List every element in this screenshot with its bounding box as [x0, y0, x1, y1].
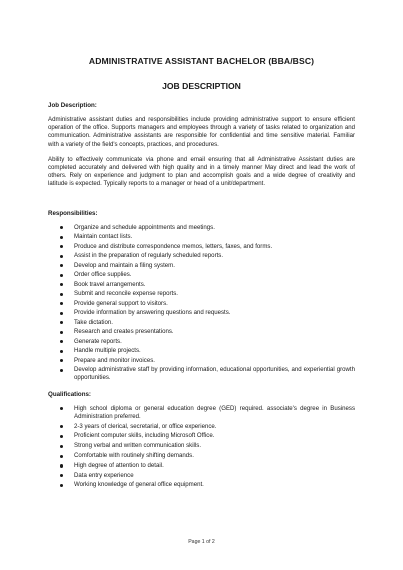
list-item-text: Strong verbal and written communication skills.: [74, 442, 202, 450]
list-item-text: Produce and distribute correspondence memos, letters, faxes, and forms.: [74, 242, 273, 250]
list-item: [48, 481, 355, 489]
list-item-text: Working knowledge of general office equipment.: [74, 481, 204, 489]
bullet-icon: [60, 274, 63, 277]
list-item: [48, 338, 355, 346]
list-item-text: Handle multiple projects.: [74, 347, 141, 355]
bullet-icon: [60, 445, 63, 448]
list-item: [48, 405, 355, 421]
bullet-icon: [60, 359, 63, 362]
list-item-text: Book travel arrangements.: [74, 280, 146, 288]
bullet-icon: [60, 425, 63, 428]
list-item-text: Prepare and monitor invoices.: [74, 356, 155, 364]
list-item: [48, 243, 355, 251]
list-item: [48, 462, 355, 470]
list-item-text: 2-3 years of clerical, secretarial, or office experience.: [74, 422, 217, 430]
responsibilities-list: [48, 224, 355, 383]
list-item: [48, 452, 355, 460]
bullet-icon: [60, 245, 63, 248]
document-subtitle: JOB DESCRIPTION: [162, 81, 241, 91]
list-item-text: Data entry experience: [74, 471, 134, 479]
list-item-text: Develop administrative staff by providing information, educational opportunities, and experiential growth opportunities.: [74, 366, 355, 382]
list-item: [48, 271, 355, 279]
bullet-icon: [60, 236, 63, 239]
list-item: [48, 328, 355, 336]
list-item-text: Organize and schedule appointments and meetings.: [74, 223, 215, 231]
list-item-text: Provide information by answering questions and requests.: [74, 309, 231, 317]
list-item: [48, 290, 355, 298]
list-item: [48, 432, 355, 440]
list-item: [48, 357, 355, 365]
bullet-icon: [60, 264, 63, 267]
job-description-heading: Job Description:: [48, 102, 97, 109]
list-item: [48, 442, 355, 450]
responsibilities-heading: Responsibilities:: [48, 209, 98, 217]
list-item: [48, 319, 355, 327]
bullet-icon: [60, 484, 63, 487]
bullet-icon: [60, 407, 63, 410]
list-item: [48, 309, 355, 317]
list-item-text: Develop and maintain a filing system.: [74, 261, 175, 269]
list-item: [48, 252, 355, 260]
bullet-icon: [60, 283, 63, 286]
job-description-paragraph: Ability to effectively communicate via phone and email ensuring that all Administrative Assistant duties are completed accurately and delivered with high quality and in a timely manner May direct and lead the work of others. Rely on experience and judgment to plan and accomplish goals and a wide degree of creativity and latitude is expected. Typically reports to a manager or head of a unit/department.: [48, 155, 355, 188]
qualifications-list: [48, 405, 355, 490]
bullet-icon: [60, 321, 63, 324]
document-title: ADMINISTRATIVE ASSISTANT BACHELOR (BBA/BSC): [88, 56, 315, 66]
list-item-text: Submit and reconcile expense reports.: [74, 290, 178, 298]
list-item-text: Provide general support to visitors.: [74, 299, 168, 307]
list-item: [48, 262, 355, 270]
list-item-text: Proficient computer skills, including Microsoft Office.: [74, 432, 215, 440]
bullet-icon: [60, 293, 63, 296]
bullet-icon: [60, 340, 63, 343]
list-item: [48, 233, 355, 241]
list-item: [48, 423, 355, 431]
list-item-text: Generate reports.: [74, 337, 122, 345]
list-item-text: Assist in the preparation of regularly scheduled reports.: [74, 252, 224, 260]
list-item-text: High degree of attention to detail.: [74, 461, 164, 469]
list-item-text: Order office supplies.: [74, 271, 132, 279]
list-item: [48, 366, 355, 382]
bullet-icon: [60, 455, 63, 458]
list-item: [48, 300, 355, 308]
list-item-text: Comfortable with routinely shifting demands.: [74, 451, 194, 459]
bullet-icon: [60, 474, 63, 477]
bullet-icon: [60, 350, 63, 353]
list-item-text: Maintain contact lists.: [74, 233, 133, 241]
bullet-icon: [60, 255, 63, 258]
page-number-footer: Page 1 of 2: [188, 539, 215, 545]
list-item: [48, 281, 355, 289]
qualifications-heading: Qualifications:: [48, 390, 91, 398]
bullet-icon: [60, 435, 63, 438]
bullet-icon: [60, 226, 63, 229]
bullet-icon: [60, 331, 63, 334]
list-item-text: Research and creates presentations.: [74, 328, 174, 336]
list-item-text: High school diploma or general education degree (GED) required. associate's degree in Business Administration preferred.: [74, 404, 355, 420]
list-item-text: Take dictation.: [74, 318, 113, 326]
bullet-icon: [60, 302, 63, 305]
list-item: [48, 472, 355, 480]
list-item: [48, 347, 355, 355]
list-item: [48, 224, 355, 232]
job-description-paragraph: Administrative assistant duties and responsibilities include providing administrative support to ensure efficient operation of the office. Supports managers and employees through a variety of tasks related to organization and communication. Administrative assistants are responsible for confidential and time sensitive material. Familiar with a variety of the field's concepts, practices, and procedures.: [48, 116, 355, 148]
bullet-icon: [60, 464, 63, 467]
bullet-icon: [60, 369, 63, 372]
bullet-icon: [60, 312, 63, 315]
